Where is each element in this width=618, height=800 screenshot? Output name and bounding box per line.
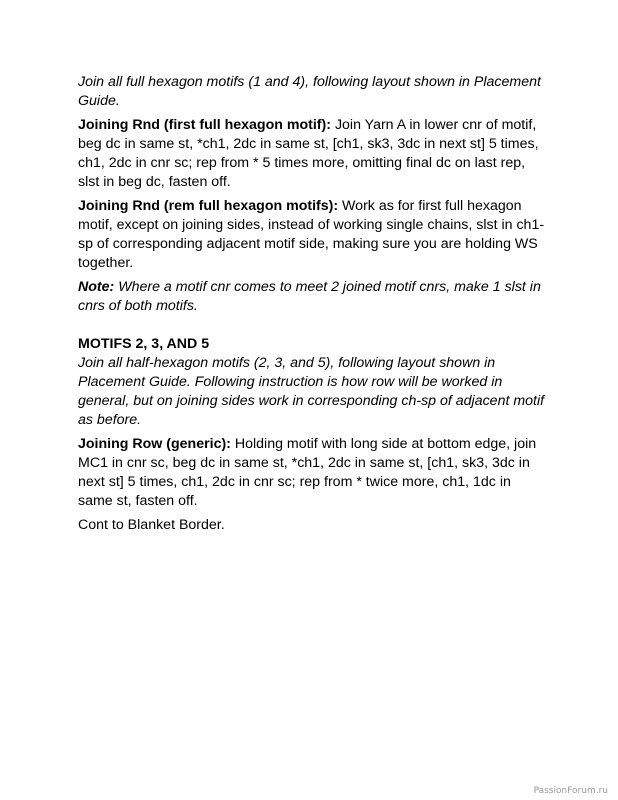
note-paragraph (78, 278, 548, 316)
joining-rnd-first-paragraph (78, 116, 548, 192)
joining-rnd-rem-paragraph (78, 197, 548, 273)
motifs-2-3-5-heading: MOTIFS 2, 3, AND 5 (78, 336, 210, 352)
joining-row-text: Holding motif with long side at bottom edge, join MC1 in cnr sc, beg dc in same st, *ch1, 2dc in same st, [ch1, sk3, 3dc in next st] 5 times, ch1, 2dc in cnr sc; rep from * twice more, ch1, 1dc in same st, fasten off. (78, 436, 537, 509)
joining-rnd-first-text: Join Yarn A in lower cnr of motif, beg dc in same st, *ch1, 2dc in same st, [ch1, sk3, 3dc in next st] 5 times, ch1, 2dc in cnr sc; rep from * 5 times more, omitting final dc on last rep, slst in beg dc, fasten off. (78, 117, 539, 190)
full-hexagon-intro: Join all full hexagon motifs (1 and 4), following layout shown in Placement Guide. (78, 74, 541, 109)
joining-rnd-rem-text: Work as for first full hexagon motif, except on joining sides, instead of working single chains, slst in ch1-sp of corresponding adjacent motif side, making sure you are holding WS together. (78, 198, 545, 271)
joining-rnd-rem-label: Joining Rnd (rem full hexagon motifs): (78, 198, 339, 214)
closing-line: Cont to Blanket Border. (78, 517, 225, 533)
joining-row-label: Joining Row (generic): (78, 436, 231, 452)
site-watermark: PassionForum.ru (533, 786, 608, 796)
document-body (78, 73, 548, 540)
note-label: Note: (78, 279, 115, 295)
note-text: Where a motif cnr comes to meet 2 joined motif cnrs, make 1 slst in cnrs of both motifs. (78, 279, 541, 314)
joining-row-paragraph (78, 435, 548, 511)
joining-rnd-first-label: Joining Rnd (first full hexagon motif): (78, 117, 331, 133)
half-hexagon-intro: Join all half-hexagon motifs (2, 3, and 5), following layout shown in Placement Guide. Following instruction is how row will be worked in general, but on joining sides work in corresponding ch-sp of adjacent motif as before. (78, 355, 545, 428)
